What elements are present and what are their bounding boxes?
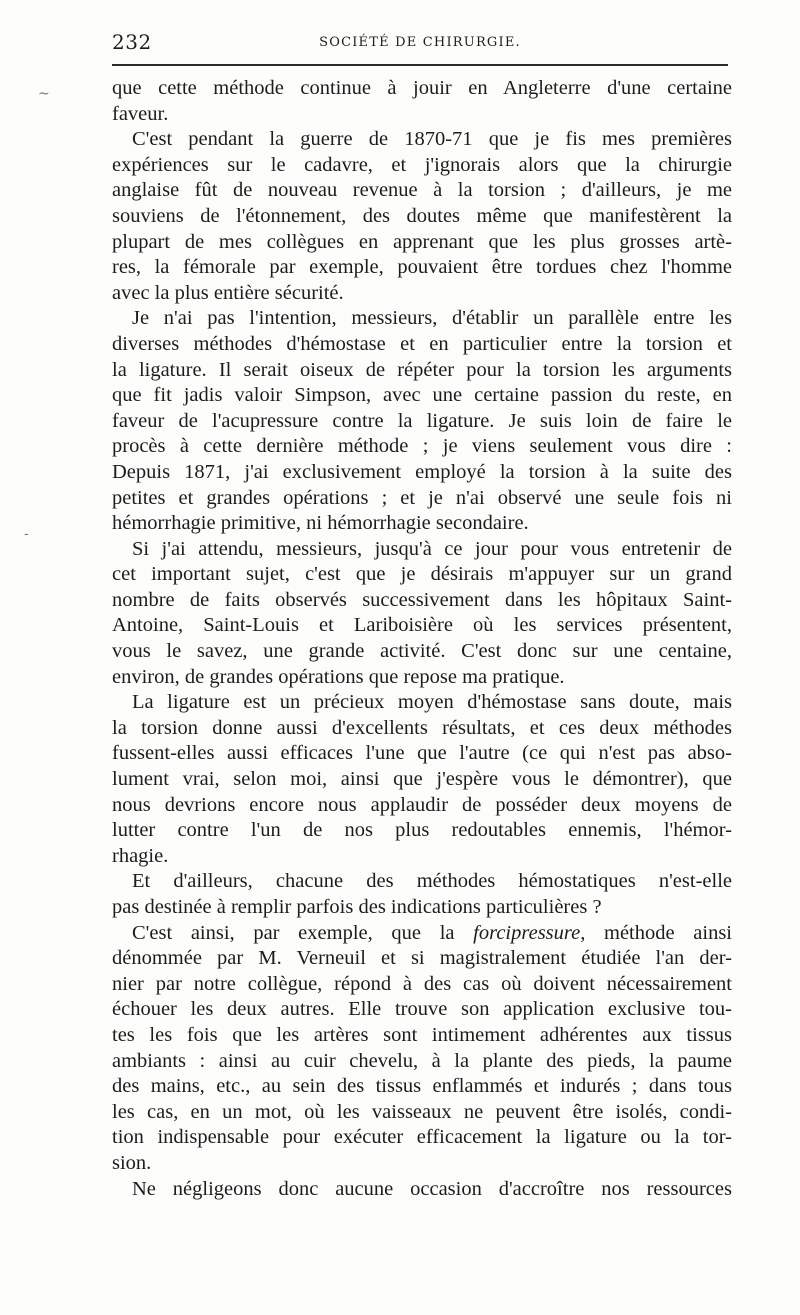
page-number: 232 xyxy=(112,30,152,54)
text-line: fussent-elles aussi efficaces l'une que l'autre (ce qui n'est pas abso- xyxy=(112,742,732,765)
text-line: que fit jadis valoir Simpson, avec une certaine passion du reste, en xyxy=(112,384,732,407)
text-line: expériences sur le cadavre, et j'ignorais alors que la chirurgie xyxy=(112,153,732,176)
text-line: faveur. xyxy=(112,102,169,125)
text-line: tes les fois que les artères sont intimement adhérentes aux tissus xyxy=(112,1023,732,1046)
text-line: La ligature est un précieux moyen d'hémostase sans doute, mais xyxy=(132,691,732,714)
margin-mark: ~ xyxy=(38,86,50,102)
text-line: nombre de faits observés successivement dans les hôpitaux Saint- xyxy=(112,588,732,611)
text-line: faveur de l'acupressure contre la ligature. Je suis loin de faire le xyxy=(112,409,732,432)
text-line: diverses méthodes d'hémostase et en particulier entre la torsion et xyxy=(112,332,732,355)
page-header xyxy=(112,30,728,54)
text-line: souviens de l'étonnement, des doutes même que manifestèrent la xyxy=(112,204,732,227)
text-line: res, la fémorale par exemple, pouvaient être tordues chez l'homme xyxy=(112,256,732,279)
text-line: avec la plus entière sécurité. xyxy=(112,281,344,304)
text-line: anglaise fût de nouveau revenue à la torsion ; d'ailleurs, je me xyxy=(112,179,732,202)
header-rule xyxy=(112,64,728,66)
text-line: ambiants : ainsi au cuir chevelu, à la plante des pieds, la paume xyxy=(112,1049,732,1072)
text-line: lument vrai, selon moi, ainsi que j'espère vous le démontrer), que xyxy=(112,768,732,791)
text-line: petites et grandes opérations ; et je n'ai observé une seule fois ni xyxy=(112,486,732,509)
text-line: rhagie. xyxy=(112,844,169,867)
text-line: Je n'ai pas l'intention, messieurs, d'établir un parallèle entre les xyxy=(132,307,732,330)
text-line: plupart de mes collègues en apprenant que les plus grosses artè- xyxy=(112,230,732,253)
text-line: Ne négligeons donc aucune occasion d'accroître nos ressources xyxy=(132,1177,732,1200)
text-line: vous le savez, une grande activité. C'est donc sur une centaine, xyxy=(112,640,732,663)
text-line: échouer les deux autres. Elle trouve son application exclusive tou- xyxy=(112,998,732,1021)
text-line: lutter contre l'un de nos plus redoutables ennemis, l'hémor- xyxy=(112,819,732,842)
text-line: cet important sujet, c'est que je désirais m'appuyer sur un grand xyxy=(112,563,732,586)
text-line: la torsion donne aussi d'excellents résultats, et ces deux méthodes xyxy=(112,716,732,739)
text-line: Depuis 1871, j'ai exclusivement employé la torsion à la suite des xyxy=(112,460,732,483)
text-line: hémorrhagie primitive, ni hémorrhagie secondaire. xyxy=(112,512,529,535)
text-line: C'est pendant la guerre de 1870-71 que je fis mes premières xyxy=(132,128,732,151)
text-line: nous devrions encore nous applaudir de posséder deux moyens de xyxy=(112,793,732,816)
text-line: Si j'ai attendu, messieurs, jusqu'à ce jour pour vous entretenir de xyxy=(132,537,732,560)
text-line: pas destinée à remplir parfois des indications particulières ? xyxy=(112,896,602,918)
text-line: tion indispensable pour exécuter efficacement la ligature ou la tor- xyxy=(112,1126,732,1149)
text-line: les cas, en un mot, où les vaisseaux ne peuvent être isolés, condi- xyxy=(112,1100,732,1123)
text-line: procès à cette dernière méthode ; je viens seulement vous dire : xyxy=(112,435,732,458)
margin-mark: - xyxy=(24,526,29,542)
text-line: que cette méthode continue à jouir en Angleterre d'une certaine xyxy=(112,77,732,99)
text-line: Et d'ailleurs, chacune des méthodes hémostatiques n'est-elle xyxy=(132,870,732,893)
text-line: la ligature. Il serait oiseux de répéter pour la torsion les arguments xyxy=(112,358,732,381)
text-line: environ, de grandes opérations que repose ma pratique. xyxy=(112,665,565,688)
body-text xyxy=(112,76,732,1202)
text-line: dénommée par M. Verneuil et si magistralement étudiée l'an der- xyxy=(112,947,732,970)
text-line: sion. xyxy=(112,1151,152,1174)
text-line: C'est ainsi, par exemple, que la forcipressure, méthode ainsi xyxy=(132,921,732,944)
text-line: Antoine, Saint-Louis et Lariboisière où les services présentent, xyxy=(112,614,732,637)
running-head: SOCIÉTÉ DE CHIRURGIE. xyxy=(319,35,521,50)
text-line: des mains, etc., au sein des tissus enflammés et indurés ; dans tous xyxy=(112,1075,732,1098)
text-line: nier par notre collègue, répond à des cas où doivent nécessairement xyxy=(112,972,732,995)
